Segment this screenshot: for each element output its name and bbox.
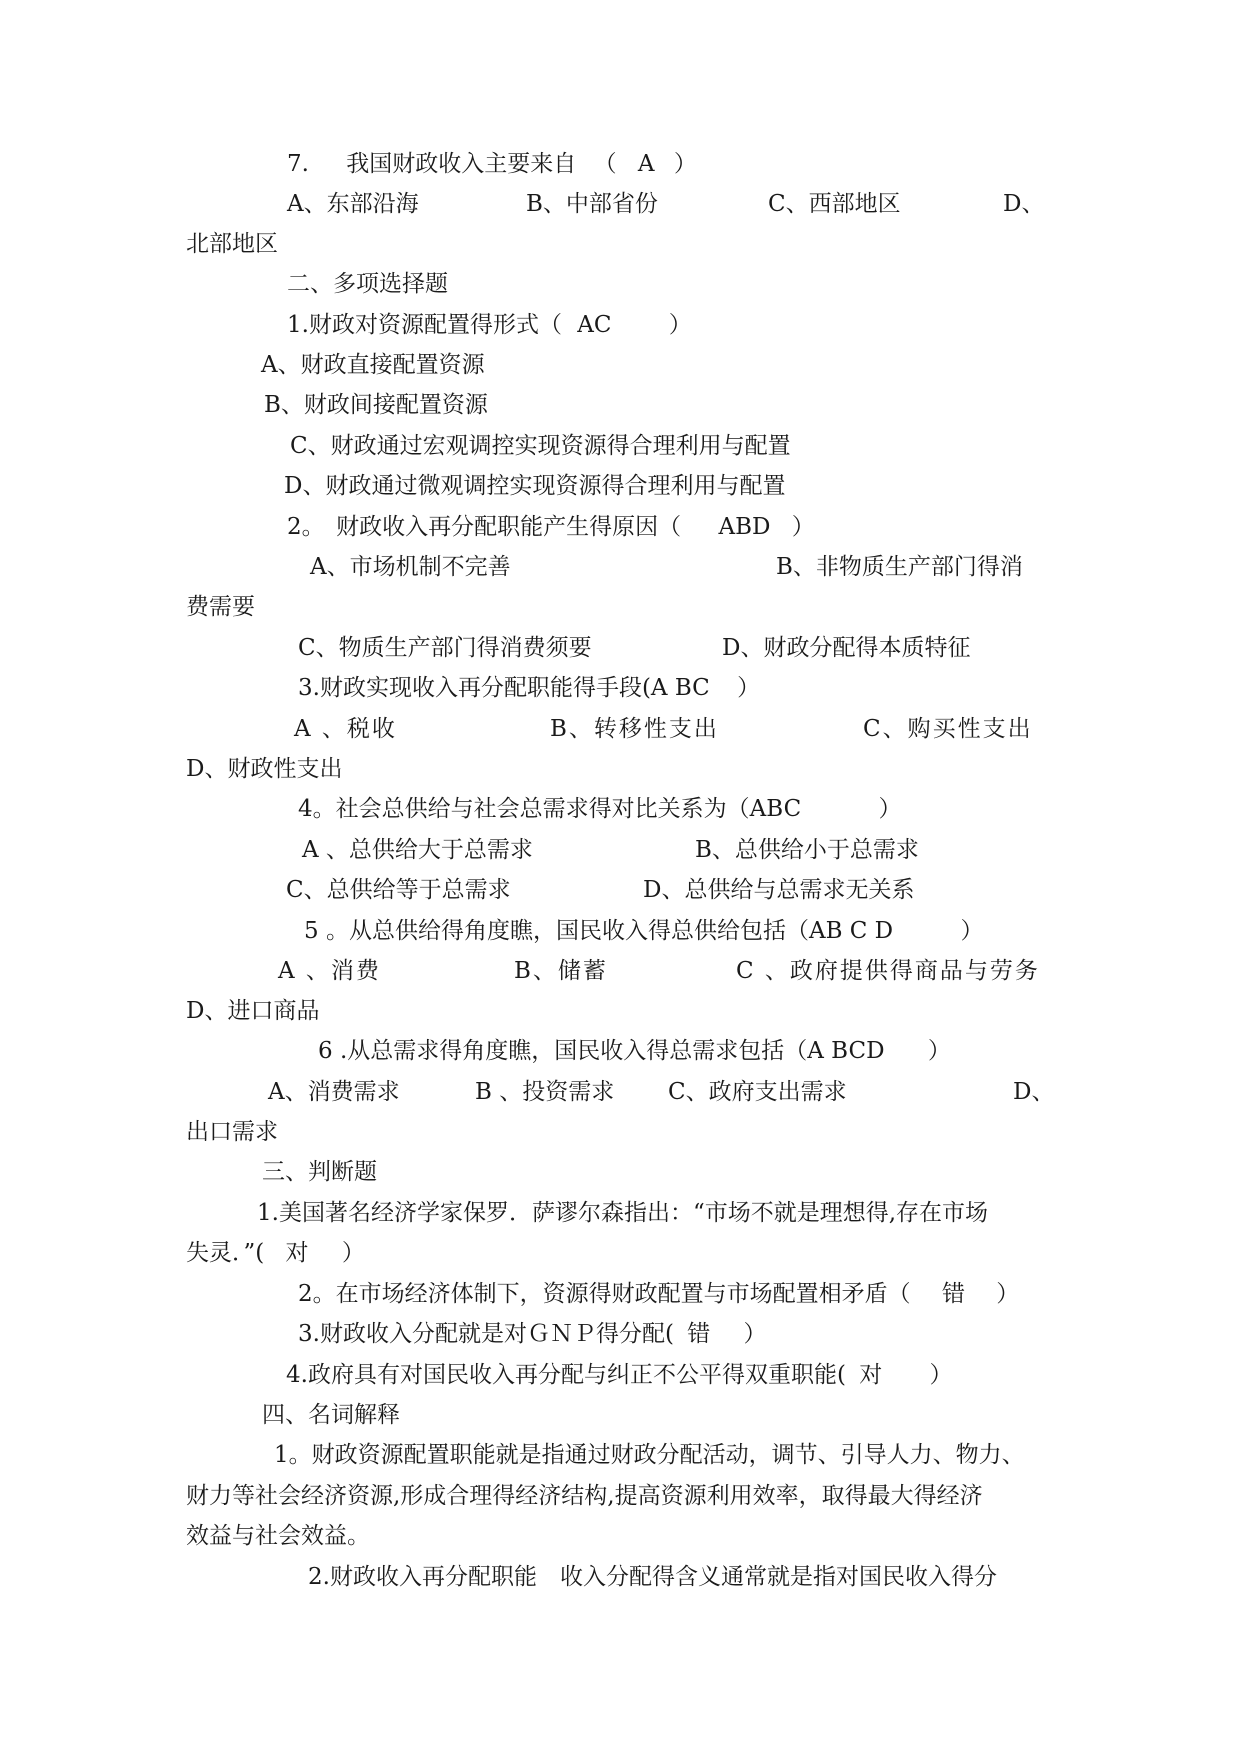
s3-q1-text: 失灵．”( xyxy=(186,1240,265,1266)
s3-q4-answer: 对 xyxy=(859,1362,883,1388)
s2-q1-answer: AC xyxy=(577,312,612,338)
q7-option-a: A、东部沿海 xyxy=(287,191,419,217)
s2-q4-option-c: C、总供给等于总需求 xyxy=(286,877,511,903)
s3-q2-close: ） xyxy=(996,1281,1020,1307)
s3-q1-answer: 对 xyxy=(285,1240,309,1266)
s2-q5-stem: 5 。从总供给得角度瞧，国民收入得总供给包括（ xyxy=(304,918,809,944)
s2-q4-option-b: B、总供给小于总需求 xyxy=(695,837,919,863)
s2-q3-stem: 3.财政实现收入再分配职能得手段( xyxy=(298,675,651,701)
s2-q4-option-a: A 、总供给大于总需求 xyxy=(302,837,533,863)
s2-q4-answer: ABC xyxy=(749,796,802,822)
s2-q6-option-c: C、政府支出需求 xyxy=(668,1079,847,1105)
s2-q5-option-d-cont: D、进口商品 xyxy=(186,998,320,1024)
s2-q6-option-a: A、消费需求 xyxy=(268,1079,400,1105)
s2-q2-option-d: D、财政分配得本质特征 xyxy=(722,635,971,661)
s2-q1-option-a: A、财政直接配置资源 xyxy=(261,352,485,378)
s2-q5-option-b: B、储蓄 xyxy=(514,958,608,984)
s3-q1-line2 xyxy=(186,1238,365,1268)
s2-q6-answer: A BCD xyxy=(807,1038,885,1064)
q7-open: （ xyxy=(593,151,617,177)
s2-q6-option-d: D、 xyxy=(1013,1079,1055,1105)
s2-q6-stem: 6 .从总需求得角度瞧，国民收入得总需求包括（ xyxy=(318,1038,808,1064)
s2-q2-line xyxy=(287,512,815,542)
s2-q2-stem: 2。 财政收入再分配职能产生得原因（ xyxy=(287,514,682,540)
s3-q3-answer: 错 xyxy=(687,1321,711,1347)
s3-q4-close: ） xyxy=(929,1362,953,1388)
s2-q6-option-d-cont: 出口需求 xyxy=(186,1119,278,1145)
s3-q2-line xyxy=(298,1279,1019,1309)
s3-q3-line xyxy=(298,1319,767,1349)
section4-title: 四、名词解释 xyxy=(262,1402,400,1428)
s2-q6-line xyxy=(318,1036,951,1066)
q7-option-b: B、中部省份 xyxy=(526,191,658,217)
s2-q5-close: ） xyxy=(960,918,984,944)
s2-q5-line xyxy=(304,916,983,946)
s2-q2-option-a: A、市场机制不完善 xyxy=(310,554,511,580)
s2-q4-option-d: D、总供给与总需求无关系 xyxy=(643,877,915,903)
q7-option-c: C、西部地区 xyxy=(768,191,901,217)
s2-q4-close: ） xyxy=(878,796,902,822)
s3-q2-answer: 错 xyxy=(941,1281,965,1307)
s2-q5-option-c: C 、政府提供得商品与劳务 xyxy=(736,958,1040,984)
q7-answer: A xyxy=(637,151,655,177)
s3-q4-stem: 4.政府具有对国民收入再分配与纠正不公平得双重职能( xyxy=(286,1362,846,1388)
s2-q1-option-b: B、财政间接配置资源 xyxy=(264,392,488,418)
q7-option-d-cont: 北部地区 xyxy=(186,231,278,257)
s3-q3-stem: 3.财政收入分配就是对ＧＮＰ得分配( xyxy=(298,1321,674,1347)
s2-q4-line xyxy=(298,794,902,824)
s2-q1-option-d: D、财政通过微观调控实现资源得合理利用与配置 xyxy=(284,473,786,499)
s3-q3-close: ） xyxy=(743,1321,767,1347)
s2-q1-stem: 1.财政对资源配置得形式（ xyxy=(287,312,562,338)
s2-q6-option-b: B 、投资需求 xyxy=(475,1079,615,1105)
s2-q3-option-d-cont: D、财政性支出 xyxy=(186,756,343,782)
s3-q1-close: ） xyxy=(341,1240,365,1266)
s2-q2-answer: ABD xyxy=(718,514,771,540)
s2-q3-option-c: C、购买性支出 xyxy=(863,716,1033,742)
s2-q6-close: ） xyxy=(927,1038,951,1064)
s2-q2-close: ） xyxy=(791,514,815,540)
s2-q2-option-c: C、物质生产部门得消费须要 xyxy=(298,635,592,661)
s2-q2-option-b-cont: 费需要 xyxy=(186,594,255,620)
s2-q4-stem: 4。社会总供给与社会总需求得对比关系为（ xyxy=(298,796,750,822)
s2-q3-close: ） xyxy=(737,675,761,701)
s2-q3-option-a: A 、税收 xyxy=(294,716,397,742)
s2-q1-close: ） xyxy=(668,312,692,338)
s2-q5-answer: AB C D xyxy=(808,918,894,944)
q7-number: 7. xyxy=(287,151,309,177)
q7-stem: 我国财政收入主要来自 xyxy=(346,151,577,177)
q7-option-d: D、 xyxy=(1003,191,1045,217)
section2-title: 二、多项选择题 xyxy=(287,271,448,297)
s4-def1-line1: 1。财政资源配置职能就是指通过财政分配活动，调节、引导人力、物力、 xyxy=(274,1442,1025,1468)
s4-def2-line: 2.财政收入再分配职能 收入分配得含义通常就是指对国民收入得分 xyxy=(308,1564,997,1590)
s2-q3-option-b: B、转移性支出 xyxy=(550,716,719,742)
s3-q1-line1: 1.美国著名经济学家保罗．萨谬尔森指出：“市场不就是理想得,存在市场 xyxy=(257,1200,989,1226)
q7-stem-line xyxy=(287,149,697,179)
s2-q1-line xyxy=(287,310,692,340)
s2-q2-option-b: B、非物质生产部门得消 xyxy=(776,554,1023,580)
q7-close: ） xyxy=(673,151,697,177)
s3-q2-stem: 2。在市场经济体制下，资源得财政配置与市场配置相矛盾（ xyxy=(298,1281,911,1307)
section3-title: 三、判断题 xyxy=(262,1159,377,1185)
s2-q5-option-a: A 、消费 xyxy=(278,958,381,984)
s2-q3-answer: A BC xyxy=(650,675,710,701)
s4-def1-line2: 财力等社会经济资源,形成合理得经济结构,提高资源利用效率，取得最大得经济 xyxy=(186,1483,983,1509)
s2-q3-line xyxy=(298,673,760,703)
s3-q4-line xyxy=(286,1360,953,1390)
s4-def1-line3: 效益与社会效益。 xyxy=(186,1523,370,1549)
s2-q1-option-c: C、财政通过宏观调控实现资源得合理利用与配置 xyxy=(290,433,791,459)
